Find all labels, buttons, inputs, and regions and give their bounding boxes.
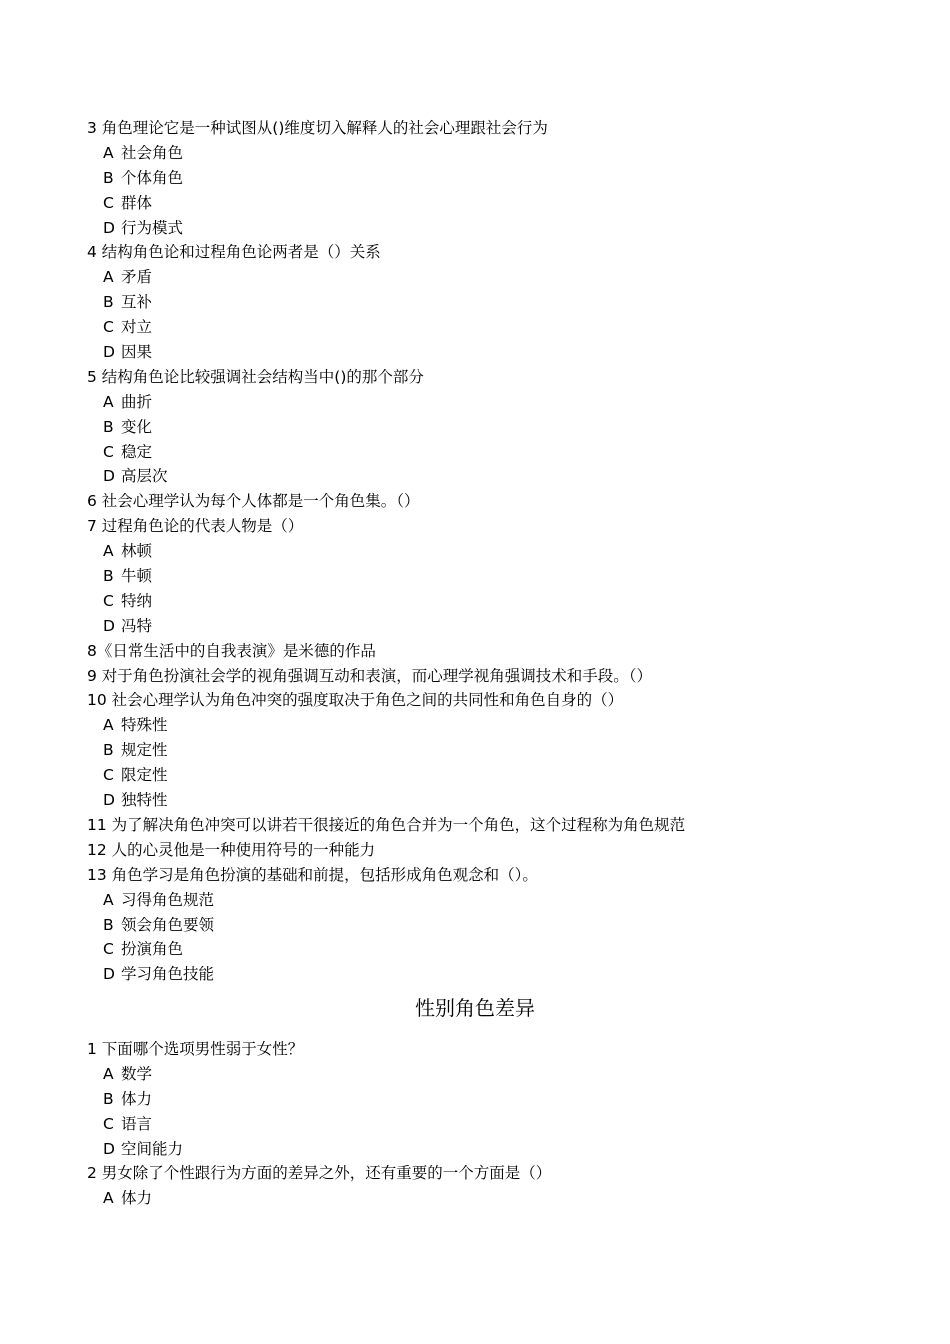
answer-option	[87, 315, 907, 340]
option-text: 因果	[121, 343, 153, 362]
option-text: 互补	[121, 293, 153, 312]
question-text: 10 社会心理学认为角色冲突的强度取决于角色之间的共同性和角色自身的（）	[87, 691, 624, 710]
option-text: 对立	[121, 318, 153, 337]
answer-option	[87, 738, 907, 763]
answer-option	[87, 937, 907, 962]
option-text: 习得角色规范	[121, 890, 215, 909]
option-letter: C	[103, 591, 114, 610]
option-letter: B	[103, 567, 114, 586]
option-letter: B	[103, 293, 114, 312]
option-letter: D	[103, 343, 115, 362]
answer-option	[87, 913, 907, 938]
option-letter: A	[103, 392, 114, 411]
option-letter: A	[103, 542, 114, 561]
option-text: 社会角色	[121, 143, 184, 162]
option-text: 林顿	[121, 542, 153, 561]
question-text: 9 对于角色扮演社会学的视角强调互动和表演，而心理学视角强调技术和手段。（）	[87, 666, 653, 685]
question-text: 12 人的心灵他是一种使用符号的一种能力	[87, 840, 376, 859]
answer-option	[87, 1186, 907, 1211]
option-letter: C	[103, 940, 114, 959]
option-text: 规定性	[121, 741, 168, 760]
option-letter: D	[103, 218, 115, 237]
option-letter: A	[103, 143, 114, 162]
option-text: 冯特	[121, 616, 153, 635]
option-letter: A	[103, 716, 114, 735]
question-text: 8《日常生活中的自我表演》是米德的作品	[87, 641, 376, 660]
option-text: 群体	[121, 193, 153, 212]
option-letter: A	[103, 1189, 114, 1208]
answer-option	[87, 390, 907, 415]
answer-option	[87, 614, 907, 639]
answer-option	[87, 589, 907, 614]
option-text: 数学	[121, 1064, 153, 1083]
option-text: 牛顿	[121, 567, 153, 586]
option-letter: B	[103, 168, 114, 187]
answer-option	[87, 1062, 907, 1087]
answer-option	[87, 1087, 907, 1112]
answer-option	[87, 539, 907, 564]
option-letter: A	[103, 268, 114, 287]
option-text: 语言	[121, 1114, 153, 1133]
question-list-part-2	[87, 1037, 907, 1211]
answer-option	[87, 1137, 907, 1162]
option-letter: B	[103, 1089, 114, 1108]
answer-option	[87, 888, 907, 913]
answer-option	[87, 265, 907, 290]
question-text: 11 为了解决角色冲突可以讲若干很接近的角色合并为一个角色，这个过程称为角色规范	[87, 815, 686, 834]
option-letter: B	[103, 417, 114, 436]
question-text: 3 角色理论它是一种试图从()维度切入解释人的社会心理跟社会行为	[87, 119, 548, 137]
answer-option	[87, 1112, 907, 1137]
option-text: 特殊性	[121, 716, 168, 735]
option-text: 领会角色要领	[121, 915, 215, 934]
option-text: 曲折	[121, 392, 153, 411]
option-letter: C	[103, 442, 114, 461]
option-letter: D	[103, 616, 115, 635]
option-text: 空间能力	[121, 1139, 184, 1158]
option-letter: A	[103, 890, 114, 909]
question-text: 13 角色学习是角色扮演的基础和前提，包括形成角色观念和（）。	[87, 865, 538, 884]
option-letter: D	[103, 965, 115, 984]
answer-option	[87, 788, 907, 813]
question-text: 6 社会心理学认为每个人体都是一个角色集。（）	[87, 492, 420, 511]
option-text: 扮演角色	[121, 940, 184, 959]
option-letter: D	[103, 467, 115, 486]
question-text: 5 结构角色论比较强调社会结构当中()的那个部分	[87, 367, 424, 386]
option-text: 限定性	[121, 766, 168, 785]
option-letter: C	[103, 318, 114, 337]
option-text: 特纳	[121, 591, 153, 610]
option-text: 体力	[121, 1089, 153, 1108]
answer-option	[87, 962, 907, 987]
answer-option	[87, 564, 907, 589]
answer-option	[87, 415, 907, 440]
option-text: 行为模式	[121, 218, 184, 237]
option-letter: D	[103, 1139, 115, 1158]
question-text: 7 过程角色论的代表人物是（）	[87, 517, 304, 536]
answer-option	[87, 340, 907, 365]
answer-option	[87, 216, 907, 241]
option-text: 变化	[121, 417, 153, 436]
option-letter: C	[103, 766, 114, 785]
option-letter: C	[103, 193, 114, 212]
option-letter: D	[103, 791, 115, 810]
option-text: 高层次	[121, 467, 168, 486]
option-text: 独特性	[121, 791, 168, 810]
answer-option	[87, 440, 907, 465]
answer-option	[87, 464, 907, 489]
option-text: 学习角色技能	[121, 965, 215, 984]
option-text: 个体角色	[121, 168, 184, 187]
answer-option	[87, 290, 907, 315]
option-text: 矛盾	[121, 268, 153, 287]
answer-option	[87, 191, 907, 216]
question-text: 4 结构角色论和过程角色论两者是（）关系	[87, 243, 381, 262]
answer-option	[87, 713, 907, 738]
section-title: 性别角色差异	[415, 996, 535, 1020]
answer-option	[87, 763, 907, 788]
question-text: 2 男女除了个性跟行为方面的差异之外，还有重要的一个方面是（）	[87, 1164, 552, 1183]
option-letter: A	[103, 1064, 114, 1083]
question-text: 1 下面哪个选项男性弱于女性？	[87, 1040, 304, 1058]
option-letter: B	[103, 915, 114, 934]
question-list-part-1	[87, 116, 907, 987]
answer-option	[87, 141, 907, 166]
answer-option	[87, 166, 907, 191]
option-letter: B	[103, 741, 114, 760]
option-letter: C	[103, 1114, 114, 1133]
option-text: 体力	[121, 1189, 153, 1208]
option-text: 稳定	[121, 442, 153, 461]
